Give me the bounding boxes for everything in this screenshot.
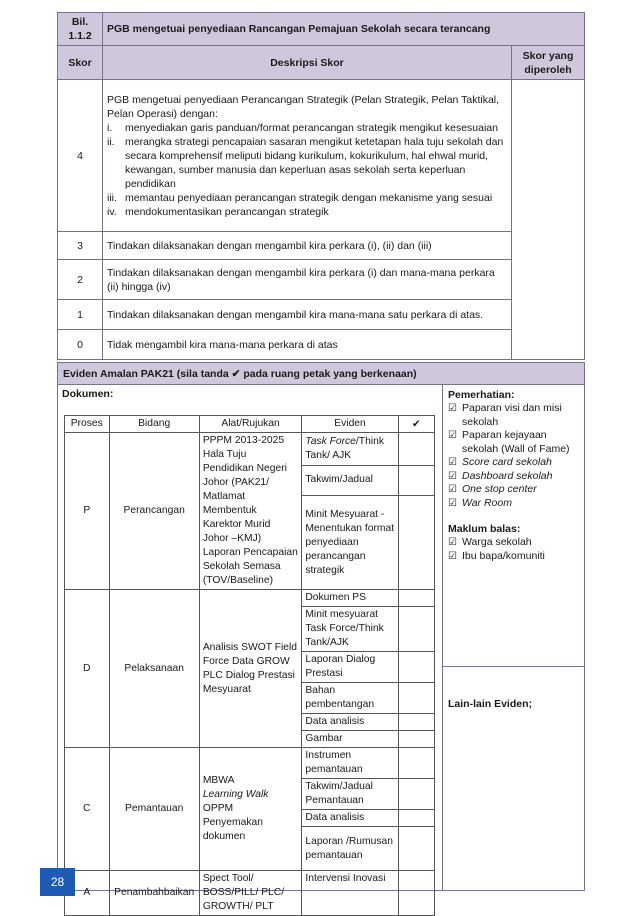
alat-line: Learning Walk [202,789,269,800]
eviden-item: Instrumen pemantauan [302,748,398,779]
bidang-perancangan: Perancangan [109,433,199,590]
pemerhatian-item[interactable]: ☑ Paparan visi dan misi sekolah [448,402,562,428]
tick-box[interactable] [398,607,434,652]
pemerhatian-item[interactable]: ☑ Paparan kejayaan sekolah (Wall of Fame) [448,429,570,455]
skor-4: 4 [58,80,103,232]
eviden-item: Takwim/Jadual Pemantauan [302,779,398,810]
eviden-item: Dokumen PS [302,590,398,607]
alat-line: OPPM [202,803,234,814]
th-alat: Alat/Rujukan [199,416,302,433]
bil-label: Bil. [71,16,89,28]
col-skor: Skor [58,46,103,80]
skor-2: 2 [58,260,103,300]
eviden-item: Laporan Dialog Prestasi [302,652,398,683]
alat-line: MBWA [202,775,235,786]
desc-4-intro: PGB mengetuai penyediaan Perancangan Strategik (Pelan Strategik, Pelan Taktikal, Pelan Operasi) dengan: [107,93,500,120]
tick-box[interactable] [398,871,434,916]
maklum-item[interactable]: ☑ Ibu bapa/komuniti [448,549,545,562]
pemerhatian-panel [448,388,580,563]
tick-box[interactable] [398,748,434,779]
th-proses: Proses [65,416,110,433]
bidang-pemantauan: Pemantauan [109,748,199,871]
skor-1: 1 [58,300,103,330]
col-skor-diperoleh: Skor yang diperoleh [512,46,585,80]
desc-4 [103,80,512,232]
evidence-table [64,415,435,916]
tick-box[interactable] [398,433,434,466]
checkbox-icon[interactable]: ☑ [448,457,457,468]
bil-number: 1.1.2 [68,30,92,42]
desc-item: ii. merangka strategi pencapaian sasaran mengikut ketetapan hala tuju sekolah dan secara komprehensif meliputi bidang kurikulum, kokurikulum, hal ehwal murid, kewangan, sumber manusia dan keperluan asas sekolah serta keperluan pendidikan [107,135,504,190]
checkbox-icon[interactable]: ☑ [448,537,457,548]
desc-item: iii. memantau penyediaan perancangan strategik dengan mekanisme yang sesuai [107,191,493,204]
desc-0: Tidak mengambil kira mana-mana perkara di atas [103,330,512,360]
lain-lain-eviden-label: Lain-lain Eviden; [448,698,533,710]
tick-box[interactable] [398,652,434,683]
alat-penambahbaikan: Spect Tool/ BOSS/PILL/ PLC/ GROWTH/ PLT [199,871,302,916]
alat-pemantauan [199,748,302,871]
eviden-item: Bahan pembentangan [302,683,398,714]
tick-box[interactable] [398,810,434,827]
proses-c: C [65,748,110,871]
page-number: 28 [40,868,75,896]
bidang-pelaksanaan: Pelaksanaan [109,590,199,748]
evidence-box [57,362,585,912]
checkbox-icon[interactable]: ☑ [448,430,457,441]
evidence-header: Eviden Amalan PAK21 (sila tanda ✔ pada ruang petak yang berkenaan) [58,363,584,385]
proses-p: P [65,433,110,590]
eviden-item: Laporan /Rumusan pemantauan [302,827,398,871]
item-title: PGB mengetuai penyediaan Rancangan Pemajuan Sekolah secara terancang [103,13,585,46]
checkbox-icon[interactable]: ☑ [448,484,457,495]
th-eviden: Eviden [302,416,398,433]
alat-perancangan: PPPM 2013-2025 Hala Tuju Pendidikan Negeri Johor (PAK21/ Matlamat Membentuk Karektor Murid Johor –KMJ) Laporan Pencapaian Sekolah Semasa (TOV/Baseline) [199,433,302,590]
pemerhatian-item[interactable]: ☑ War Room [448,496,512,509]
tick-box[interactable] [398,683,434,714]
tick-box[interactable] [398,827,434,871]
checkbox-icon[interactable]: ☑ [448,470,457,482]
eviden-item: Intervensi Inovasi [302,871,398,916]
desc-2: Tindakan dilaksanakan dengan mengambil kira perkara (i) dan mana-mana perkara (ii) hingga (iv) [103,260,512,300]
col-deskripsi: Deskripsi Skor [103,46,512,80]
alat-line: Penyemakan dokumen [202,817,263,842]
tick-box[interactable] [398,496,434,590]
bil-cell [58,13,103,46]
pemerhatian-label: Pemerhatian: [448,389,515,401]
desc-item: iv. mendokumentasikan perancangan strategik [107,205,329,218]
tick-box[interactable] [398,731,434,748]
checkbox-icon[interactable]: ☑ [448,403,457,414]
dokumen-label: Dokumen: [62,388,114,400]
alat-pelaksanaan: Analisis SWOT Field Force Data GROW PLC Dialog Prestasi Mesyuarat [199,590,302,748]
tick-box[interactable] [398,779,434,810]
proses-d: D [65,590,110,748]
tick-box[interactable] [398,714,434,731]
maklum-balas-label: Maklum balas: [448,523,521,535]
eviden-item: Minit Mesyuarat - Menentukan format penyediaan perancangan strategik [302,496,398,590]
checkbox-icon[interactable]: ☑ [448,497,457,509]
maklum-item[interactable]: ☑ Warga sekolah [448,536,532,548]
pemerhatian-item[interactable]: ☑ Score card sekolah [448,456,552,468]
skor-diperoleh-cell[interactable] [512,80,585,360]
proses-a: A [65,871,110,916]
th-bidang: Bidang [109,416,199,433]
pemerhatian-item[interactable]: ☑ Dashboard sekolah [448,469,553,482]
skor-0: 0 [58,330,103,360]
eviden-item: Data analisis [302,714,398,731]
checkbox-icon[interactable]: ☑ [448,550,457,562]
pemerhatian-item[interactable]: ☑ One stop center [448,483,537,495]
tick-box[interactable] [398,465,434,496]
desc-item: i. menyediakan garis panduan/format perancangan strategik mengikut kesesuaian [107,121,498,134]
eviden-item: Gambar [302,731,398,748]
bidang-penambahbaikan: Penambahbaikan [109,871,199,916]
score-table [57,12,585,360]
th-tick: ✔ [398,416,434,433]
eviden-item: Task Force/Think Tank/ AJK [302,433,398,466]
eviden-item: Data analisis [302,810,398,827]
column-divider [442,385,443,890]
row-divider [442,666,584,667]
desc-1: Tindakan dilaksanakan dengan mengambil kira mana-mana satu perkara di atas. [103,300,512,330]
tick-box[interactable] [398,590,434,607]
skor-3: 3 [58,232,103,260]
desc-3: Tindakan dilaksanakan dengan mengambil kira perkara (i), (ii) dan (iii) [103,232,512,260]
eviden-item: Takwim/Jadual [302,465,398,496]
eviden-item: Minit mesyuarat Task Force/Think Tank/AJK [302,607,398,652]
